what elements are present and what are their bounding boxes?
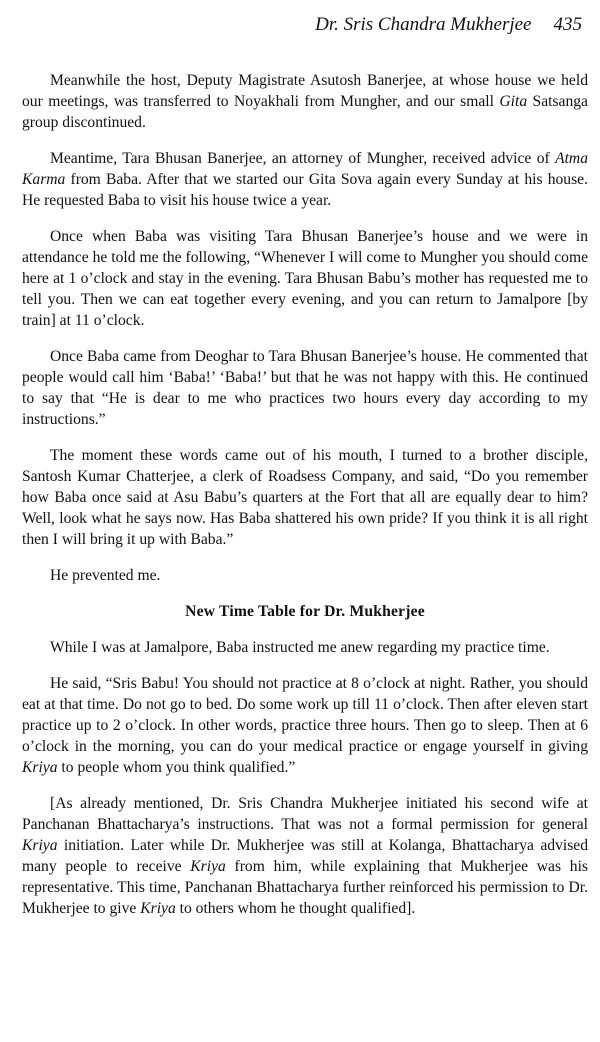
paragraph-text: Meanwhile the host, Deputy Magistrate Asutosh Banerjee, at whose house we held our meetings, was transferred to Noyakhali from Mungher, and our small [22,72,588,110]
paragraph-text: to people whom you think qualified.” [57,759,296,776]
body-text [22,70,588,934]
paragraph-text: Meantime, Tara Bhusan Banerjee, an attorney of Mungher, received advice of [50,150,556,167]
paragraph: He prevented me. [50,567,161,584]
paragraph-text: to others whom he thought qualified]. [175,900,416,917]
italic-term: Kriya [190,858,226,875]
chapter-title: Dr. Sris Chandra Mukherjee [315,14,532,35]
paragraph: While I was at Jamalpore, Baba instructed me anew regarding my practice time. [50,639,550,656]
paragraph [22,673,588,778]
paragraph: Once Baba came from Deoghar to Tara Bhusan Banerjee’s house. He commented that people would call him ‘Baba!’ ‘Baba!’ but that he was not happy with this. He continued to say that “He is dear to me who practices two hours every day according to my instructions.” [22,348,588,428]
italic-term: Kriya [140,900,176,917]
paragraph-text: initiation. Later while Dr. Mukherjee was still at Kolanga, Bhattacharya advised many people to receive [22,837,588,875]
paragraph: The moment these words came out of his mouth, I turned to a brother disciple, Santosh Kumar Chatterjee, a clerk of Roadsess Company, and said, “Do you remember how Baba once said at Asu Babu’s quarters at the Fort that all are equally dear to him? Well, look what he says now. Has Baba shattered his own pride? If you think it is all right then I will bring it up with Baba.” [22,447,588,548]
paragraph-text: from Baba. After that we started our Gita Sova again every Sunday at his house. He requested Baba to visit his house twice a year. [22,171,588,209]
paragraph-text: from him, while explaining that Mukherjee was his representative. This time, Panchanan Bhattacharya further reinforced his permission to Dr. Mukherjee to give [22,858,588,917]
paragraph-text: He said, “Sris Babu! You should not practice at 8 o’clock at night. Rather, you should eat at that time. Do not go to bed. Do some work up till 11 o’clock. Then after eleven start practice up to 2 o’clock. In other words, practice three hours. Then go to sleep. Then at 6 o’clock in the morning, you can do your medical practice or engage yourself in giving [22,675,588,755]
paragraph: Once when Baba was visiting Tara Bhusan Banerjee’s house and we were in attendance he told me the following, “Whenever I will come to Mungher you should come here at 1 o’clock and stay in the evening. Tara Bhusan Babu’s mother has requested me to tell you. Then we can eat together every evening, and you can return to Jamalpore [by train] at 11 o’clock. [22,228,588,329]
running-header [315,14,582,36]
italic-term: Gita [499,93,528,110]
paragraph-text: [As already mentioned, Dr. Sris Chandra Mukherjee initiated his second wife at Panchanan Bhattacharya’s instructions. That was not a formal permission for general [22,795,588,833]
italic-term: Kriya [22,837,58,854]
paragraph-text: Satsanga group discontinued. [22,93,588,131]
italic-term: Kriya [22,759,58,776]
italic-term: Atma Karma [22,150,588,188]
paragraph [22,793,588,919]
page-number: 435 [553,14,582,35]
paragraph [22,70,588,133]
paragraph [22,148,588,211]
section-heading: New Time Table for Dr. Mukherjee [185,603,425,620]
